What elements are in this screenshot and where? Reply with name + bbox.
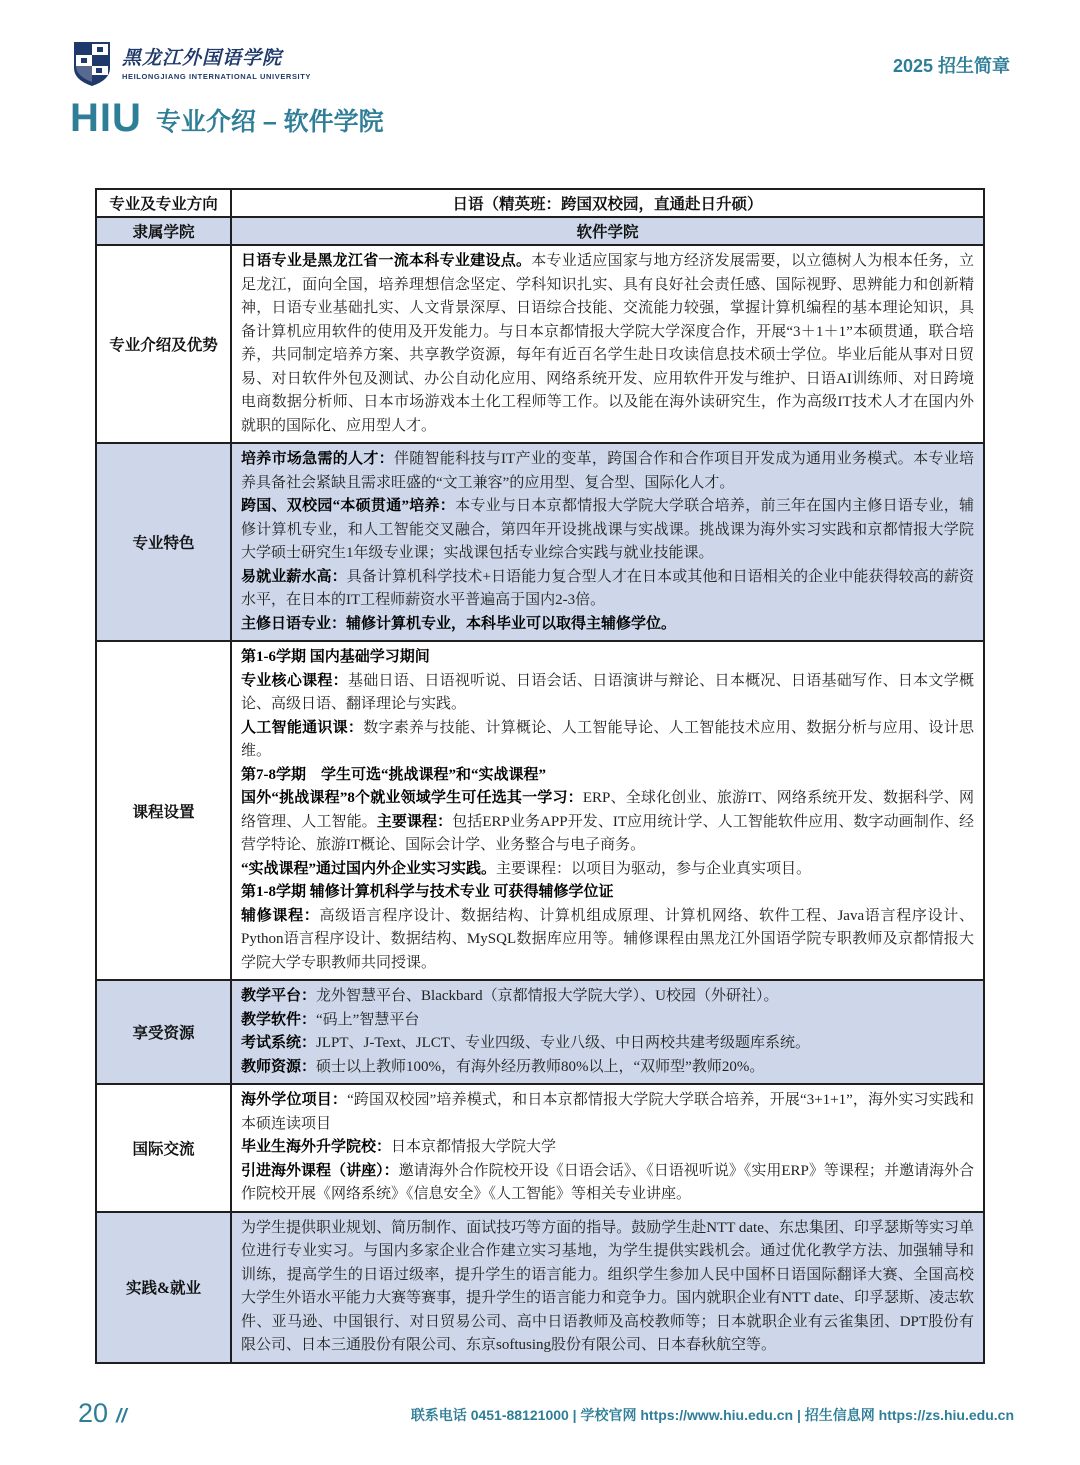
content-paragraph: 教学软件：“码上”智慧平台 [241, 1011, 420, 1028]
row-label: 享受资源 [96, 980, 231, 1084]
content-paragraph: 国外“挑战课程”8个就业领域学生可任选其一学习：ERP、全球化创业、旅游IT、网络系统开发、数据科学、网络管理、人工智能。主要课程：包括ERP业务APP开发、IT应用统计学、人工智能软件应用、数字动画制作、经营学特论、旅游IT概论、国际会计学、业务整合与电子商务。 [241, 790, 974, 853]
row-label: 专业介绍及优势 [96, 245, 231, 443]
content-paragraph: 主修日语专业：辅修计算机专业，本科毕业可以取得主辅修学位。 [241, 615, 677, 632]
content-paragraph: 教师资源：硕士以上教师100%，有海外经历教师80%以上，“双师型”教师20%。 [241, 1058, 765, 1075]
content-paragraph: 专业核心课程：基础日语、日语视听说、日语会话、日语演讲与辩论、日本概况、日语基础写作、日本文学概论、高级日语、翻译理论与实践。 [241, 672, 974, 712]
content-paragraph: 引进海外课程（讲座）：邀请海外合作院校开设《日语会话》、《日语视听说》《实用ERP》等课程；并邀请海外合作院校开展《网络系统》《信息安全》《人工智能》等相关专业讲座。 [241, 1162, 974, 1202]
content-paragraph: 第1-8学期 辅修计算机科学与技术专业 可获得辅修学位证 [241, 884, 614, 900]
table-row [96, 1084, 984, 1212]
row-content [231, 641, 984, 980]
row-content [231, 1212, 984, 1363]
page-number-slashes: // [116, 1406, 127, 1427]
hiu-logo-mark: HIU [70, 96, 142, 140]
content-paragraph: 培养市场急需的人才：伴随智能科技与IT产业的变革，跨国合作和合作项目开发成为通用业务模式。本专业培养具备社会紧缺且需求旺盛的“文工兼容”的应用型、复合型、国际化人才。 [241, 451, 974, 491]
college-name-value: 软件学院 [231, 217, 984, 245]
row-content [231, 245, 984, 443]
table-row [96, 980, 984, 1084]
table-row [96, 245, 984, 443]
table-row [96, 1212, 984, 1363]
table-row-program [96, 189, 984, 217]
row-label: 课程设置 [96, 641, 231, 980]
row-content [231, 443, 984, 641]
page-number-group [78, 1398, 127, 1429]
content-paragraph: 第1-6学期 国内基础学习期间 [241, 649, 430, 665]
content-paragraph: 第7-8学期 学生可选“挑战课程”和“实战课程” [241, 766, 546, 783]
row-label: 专业及专业方向 [96, 189, 231, 217]
table-row [96, 641, 984, 980]
content-paragraph: 日语专业是黑龙江省一流本科专业建设点。本专业适应国家与地方经济发展需要，以立德树人为根本任务，立足龙江，面向全国，培养理想信念坚定、学科知识扎实、具有良好社会责任感、国际视野、思辨能力和创新精神，日语专业基础扎实、人文背景深厚、日语综合技能、交流能力较强，掌握计算机编程的基本理论知识，具备计算机应用软件的使用及开发能力。与日本京都情报大学院大学深度合作，开展“3＋1＋1”本硕贯通，联合培养，共同制定培养方案、共享教学资源，每年有近百名学生赴日攻读信息技术硕士学位。毕业后能从事对日贸易、对日软件外包及测试、办公自动化应用、网络系统开发、应用软件开发与维护、日语AI训练师、对日跨境电商数据分析师、日本市场游戏本土化工程师等工作。以及能在海外读研究生，作为高级IT技术人才在国内外就职的国际化、应用型人才。 [241, 253, 974, 434]
row-label: 实践&就业 [96, 1212, 231, 1363]
content-paragraph: 海外学位项目：“跨国双校园”培养模式，和日本京都情报大学院大学联合培养，开展“3+1+1”，海外实习实践和本硕连读项目 [241, 1092, 974, 1132]
content-paragraph: 跨国、双校园“本硕贯通”培养：本专业与日本京都情报大学院大学联合培养，前三年在国内主修日语专业，辅修计算机专业，和人工智能交叉融合，第四年开设挑战课与实战课。挑战课为海外实习实践和京都情报大学院大学硕士研究生1年级专业课；实战课包括专业综合实践与就业技能课。 [241, 498, 974, 561]
content-paragraph: 辅修课程：高级语言程序设计、数据结构、计算机组成原理、计算机网络、软件工程、Java语言程序设计、Python语言程序设计、数据结构、MySQL数据库应用等。辅修课程由黑龙江外国语学院专职教师及京都情报大学院大学专职教师共同授课。 [241, 907, 974, 971]
university-name-en: HEILONGJIANG INTERNATIONAL UNIVERSITY [122, 71, 312, 81]
content-paragraph: 易就业薪水高：具备计算机科学技术+日语能力复合型人才在日本或其他和日语相关的企业中能获得较高的薪资水平，在日本的IT工程师薪资水平普遍高于国内2-3倍。 [241, 568, 974, 608]
table-row-college [96, 217, 984, 245]
content-paragraph: “实战课程”通过国内外企业实习实践。主要课程：以项目为驱动，参与企业真实项目。 [241, 860, 812, 877]
row-label: 专业特色 [96, 443, 231, 641]
content-paragraph: 人工智能通识课：数字素养与技能、计算概论、人工智能导论、人工智能技术应用、数据分析与应用、设计思维。 [241, 719, 974, 759]
university-shield-icon [72, 40, 112, 88]
footer-contact-info: 联系电话 0451-88121000 | 学校官网 https://www.hiu.edu.cn | 招生信息网 https://zs.hiu.edu.cn [410, 1407, 1014, 1423]
content-paragraph: 考试系统：JLPT、J-Text、JLCT、专业四级、专业八级、中日两校共建考级题库系统。 [241, 1035, 810, 1051]
row-content [231, 1084, 984, 1212]
spec-table-body [96, 189, 984, 1363]
brochure-year-label: 2025 招生简章 [892, 56, 1010, 76]
section-header [70, 98, 384, 138]
row-content [231, 980, 984, 1084]
page-footer [78, 1398, 1014, 1429]
page-number: 20 [78, 1398, 109, 1428]
table-row [96, 443, 984, 641]
page-title: 专业介绍 – 软件学院 [155, 108, 384, 136]
row-label: 隶属学院 [96, 217, 231, 245]
program-name-value: 日语（精英班：跨国双校园，直通赴日升硕） [231, 189, 984, 217]
row-label: 国际交流 [96, 1084, 231, 1212]
university-logo [72, 40, 311, 88]
content-paragraph: 为学生提供职业规划、简历制作、面试技巧等方面的指导。鼓励学生赴NTT date、东忠集团、印孚瑟斯等实习单位进行专业实习。与国内多家企业合作建立实习基地，为学生提供实践机会。通过优化教学方法、加强辅导和训练，提高学生的日语过级率，提升学生的语言能力。组织学生参加人民中国杯日语国际翻译大赛、全国高校大学生外语水平能力大赛等赛事，提升学生的语言能力和竞争力。国内就职企业有NTT date、印孚瑟斯、凌志软件、亚马逊、中国银行、对日贸易公司、高中日语教师及高校教师等；日本就职企业有云雀集团、DPT股份有限公司、日本三通股份有限公司、东京softusing股份有限公司、日本春秋航空等。 [241, 1219, 974, 1353]
program-spec-table [95, 188, 985, 1364]
university-name-cn: 黑龙江外国语学院 [122, 47, 283, 69]
content-paragraph: 毕业生海外升学院校：日本京都情报大学院大学 [241, 1139, 557, 1155]
university-logo-text [122, 48, 311, 81]
content-paragraph: 教学平台：龙外智慧平台、Blackbard（京都情报大学院大学）、U校园（外研社）。 [241, 988, 779, 1004]
